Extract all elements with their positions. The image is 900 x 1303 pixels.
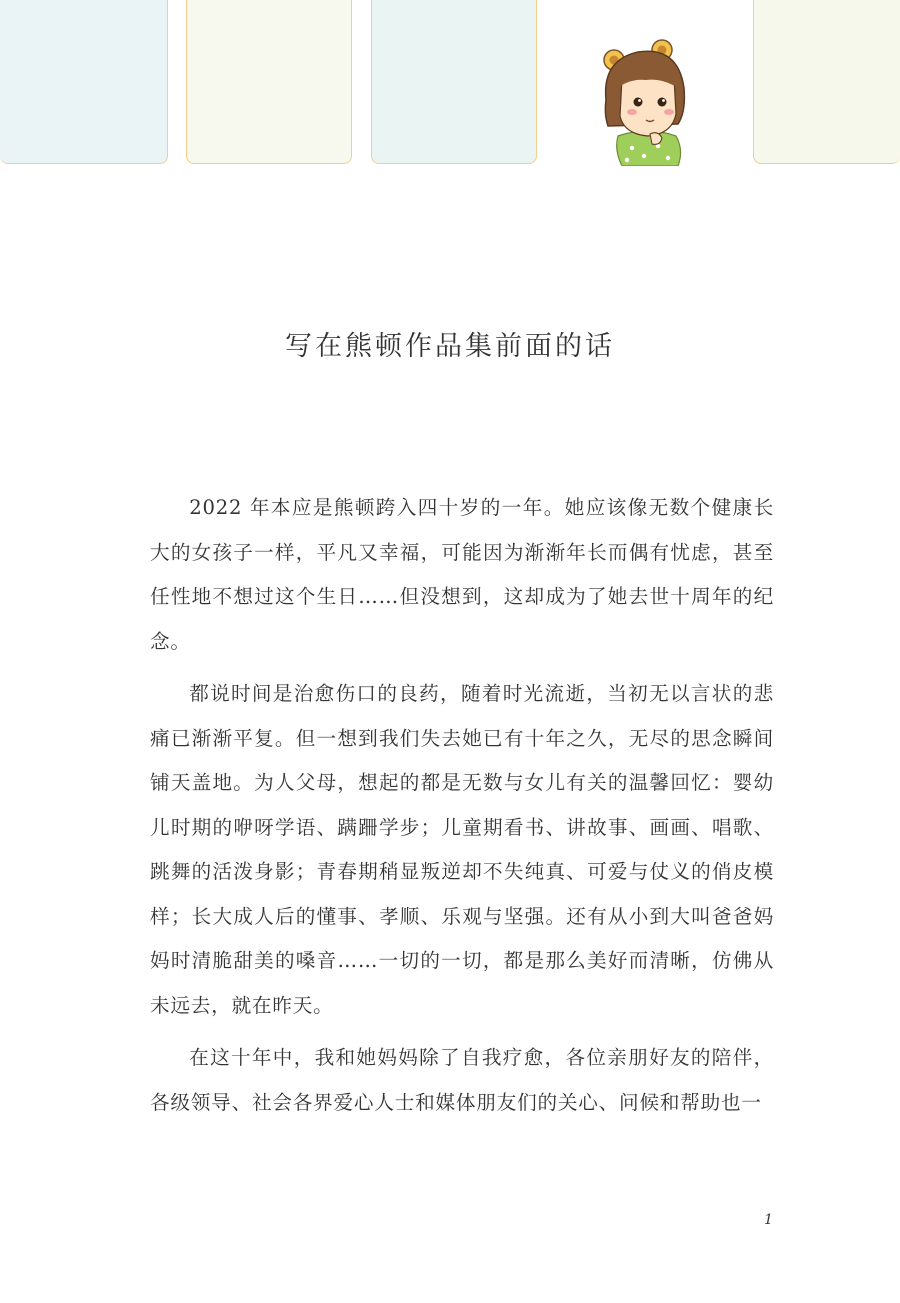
body-text <box>150 486 774 1133</box>
decorative-card <box>186 0 352 164</box>
paragraph: 都说时间是治愈伤口的良药，随着时光流逝，当初无以言状的悲痛已渐渐平复。但一想到我们失去她已有十年之久，无尽的思念瞬间铺天盖地。为人父母，想起的都是无数与女儿有关的温馨回忆：婴幼儿时期的咿呀学语、蹒跚学步；儿童期看书、讲故事、画画、唱歌、跳舞的活泼身影；青春期稍显叛逆却不失纯真、可爱与仗义的俏皮模样；长大成人后的懂事、孝顺、乐观与坚强。还有从小到大叫爸爸妈妈时清脆甜美的嗓音……一切的一切，都是那么美好而清晰，仿佛从未远去，就在昨天。 <box>150 682 774 1017</box>
decorative-card <box>371 0 537 164</box>
page-title: 写在熊顿作品集前面的话 <box>285 331 615 362</box>
header-decoration <box>0 0 900 172</box>
decorative-card <box>0 0 168 164</box>
page-number: 1 <box>764 1212 773 1228</box>
cartoon-girl-icon <box>592 38 700 166</box>
paragraph: 2022 年本应是熊顿跨入四十岁的一年。她应该像无数个健康长大的女孩子一样，平凡又幸福，可能因为渐渐年长而偶有忧虑，甚至任性地不想过这个生日……但没想到，这却成为了她去世十周年的纪念。 <box>150 496 774 653</box>
decorative-card <box>753 0 900 164</box>
paragraph: 在这十年中，我和她妈妈除了自我疗愈，各位亲朋好友的陪伴，各级领导、社会各界爱心人士和媒体朋友们的关心、问候和帮助也一 <box>150 1046 774 1114</box>
